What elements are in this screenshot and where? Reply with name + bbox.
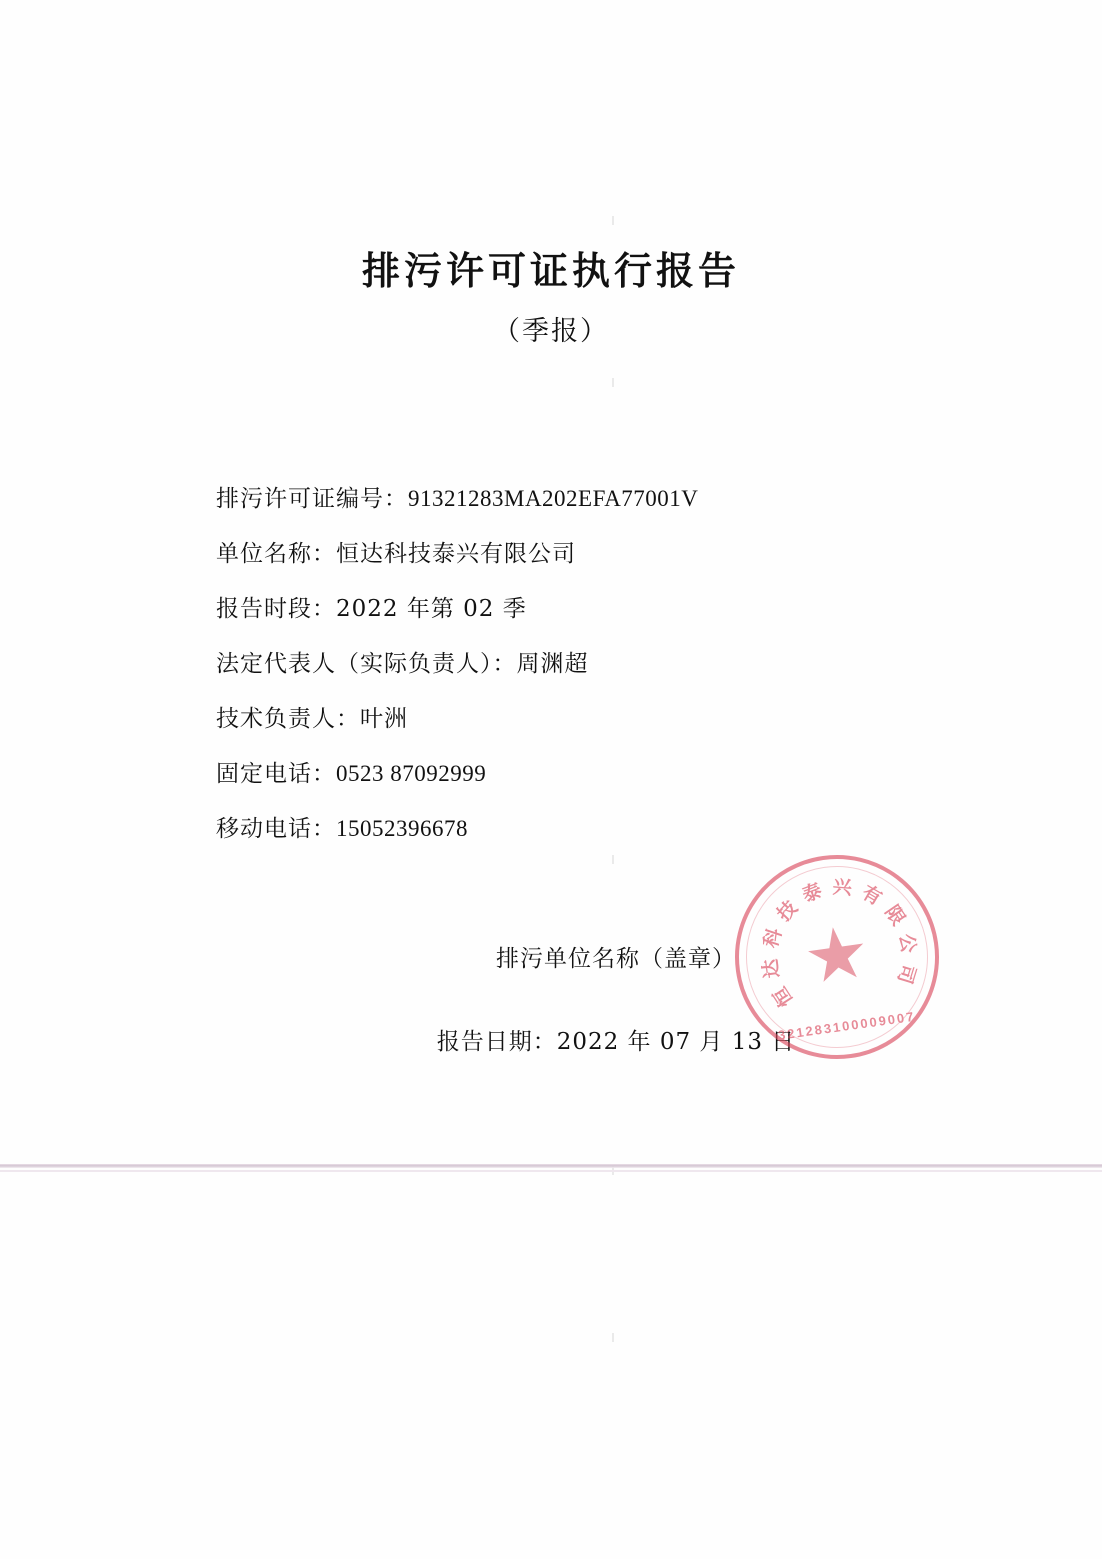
field-label: 技术负责人： [216, 706, 360, 732]
field-label: 报告时段： [216, 596, 336, 622]
field-value: 91321283MA202EFA77001V [408, 486, 699, 511]
field-value: 15052396678 [336, 816, 468, 841]
field-mobile-phone [216, 817, 976, 841]
field-legal-representative [216, 652, 976, 676]
fold-mark [612, 378, 614, 387]
field-label: 移动电话： [216, 816, 336, 842]
seal-top-text: 恒 达 科 技 泰 兴 有 限 公 司 [758, 875, 921, 1011]
page-title: 排污许可证执行报告 [361, 248, 740, 293]
page-subtitle: （季报） [493, 315, 609, 347]
field-landline-phone [216, 762, 976, 786]
field-label: 法定代表人（实际负责人）： [216, 651, 517, 677]
seal-star-icon [804, 923, 870, 989]
field-label: 单位名称： [216, 541, 336, 567]
field-label: 固定电话： [216, 761, 336, 787]
field-value: 2022 年第 02 季 [336, 596, 527, 622]
fold-mark [612, 216, 614, 225]
field-value: 恒达科技泰兴有限公司 [336, 541, 576, 567]
field-report-period [216, 597, 976, 621]
field-value: 周渊超 [516, 651, 589, 677]
field-value: 叶洲 [360, 706, 408, 732]
page-edge-divider-secondary [0, 1170, 1102, 1172]
fold-mark [612, 1333, 614, 1342]
field-permit-number [216, 487, 976, 511]
field-label: 排污许可证编号： [216, 486, 408, 512]
title-block [0, 248, 1102, 348]
signature-date-line: 报告日期：2022 年 07 月 13 日 [436, 1029, 796, 1055]
signature-unit-line: 排污单位名称（盖章） [496, 946, 736, 972]
field-value: 0523 87092999 [336, 761, 487, 786]
page-edge-divider [0, 1164, 1102, 1168]
company-seal-stamp [722, 842, 952, 1072]
field-technical-manager [216, 707, 976, 731]
seal-code-text: 321283100009007 [777, 1008, 917, 1043]
field-list [216, 487, 976, 872]
field-unit-name [216, 542, 976, 566]
